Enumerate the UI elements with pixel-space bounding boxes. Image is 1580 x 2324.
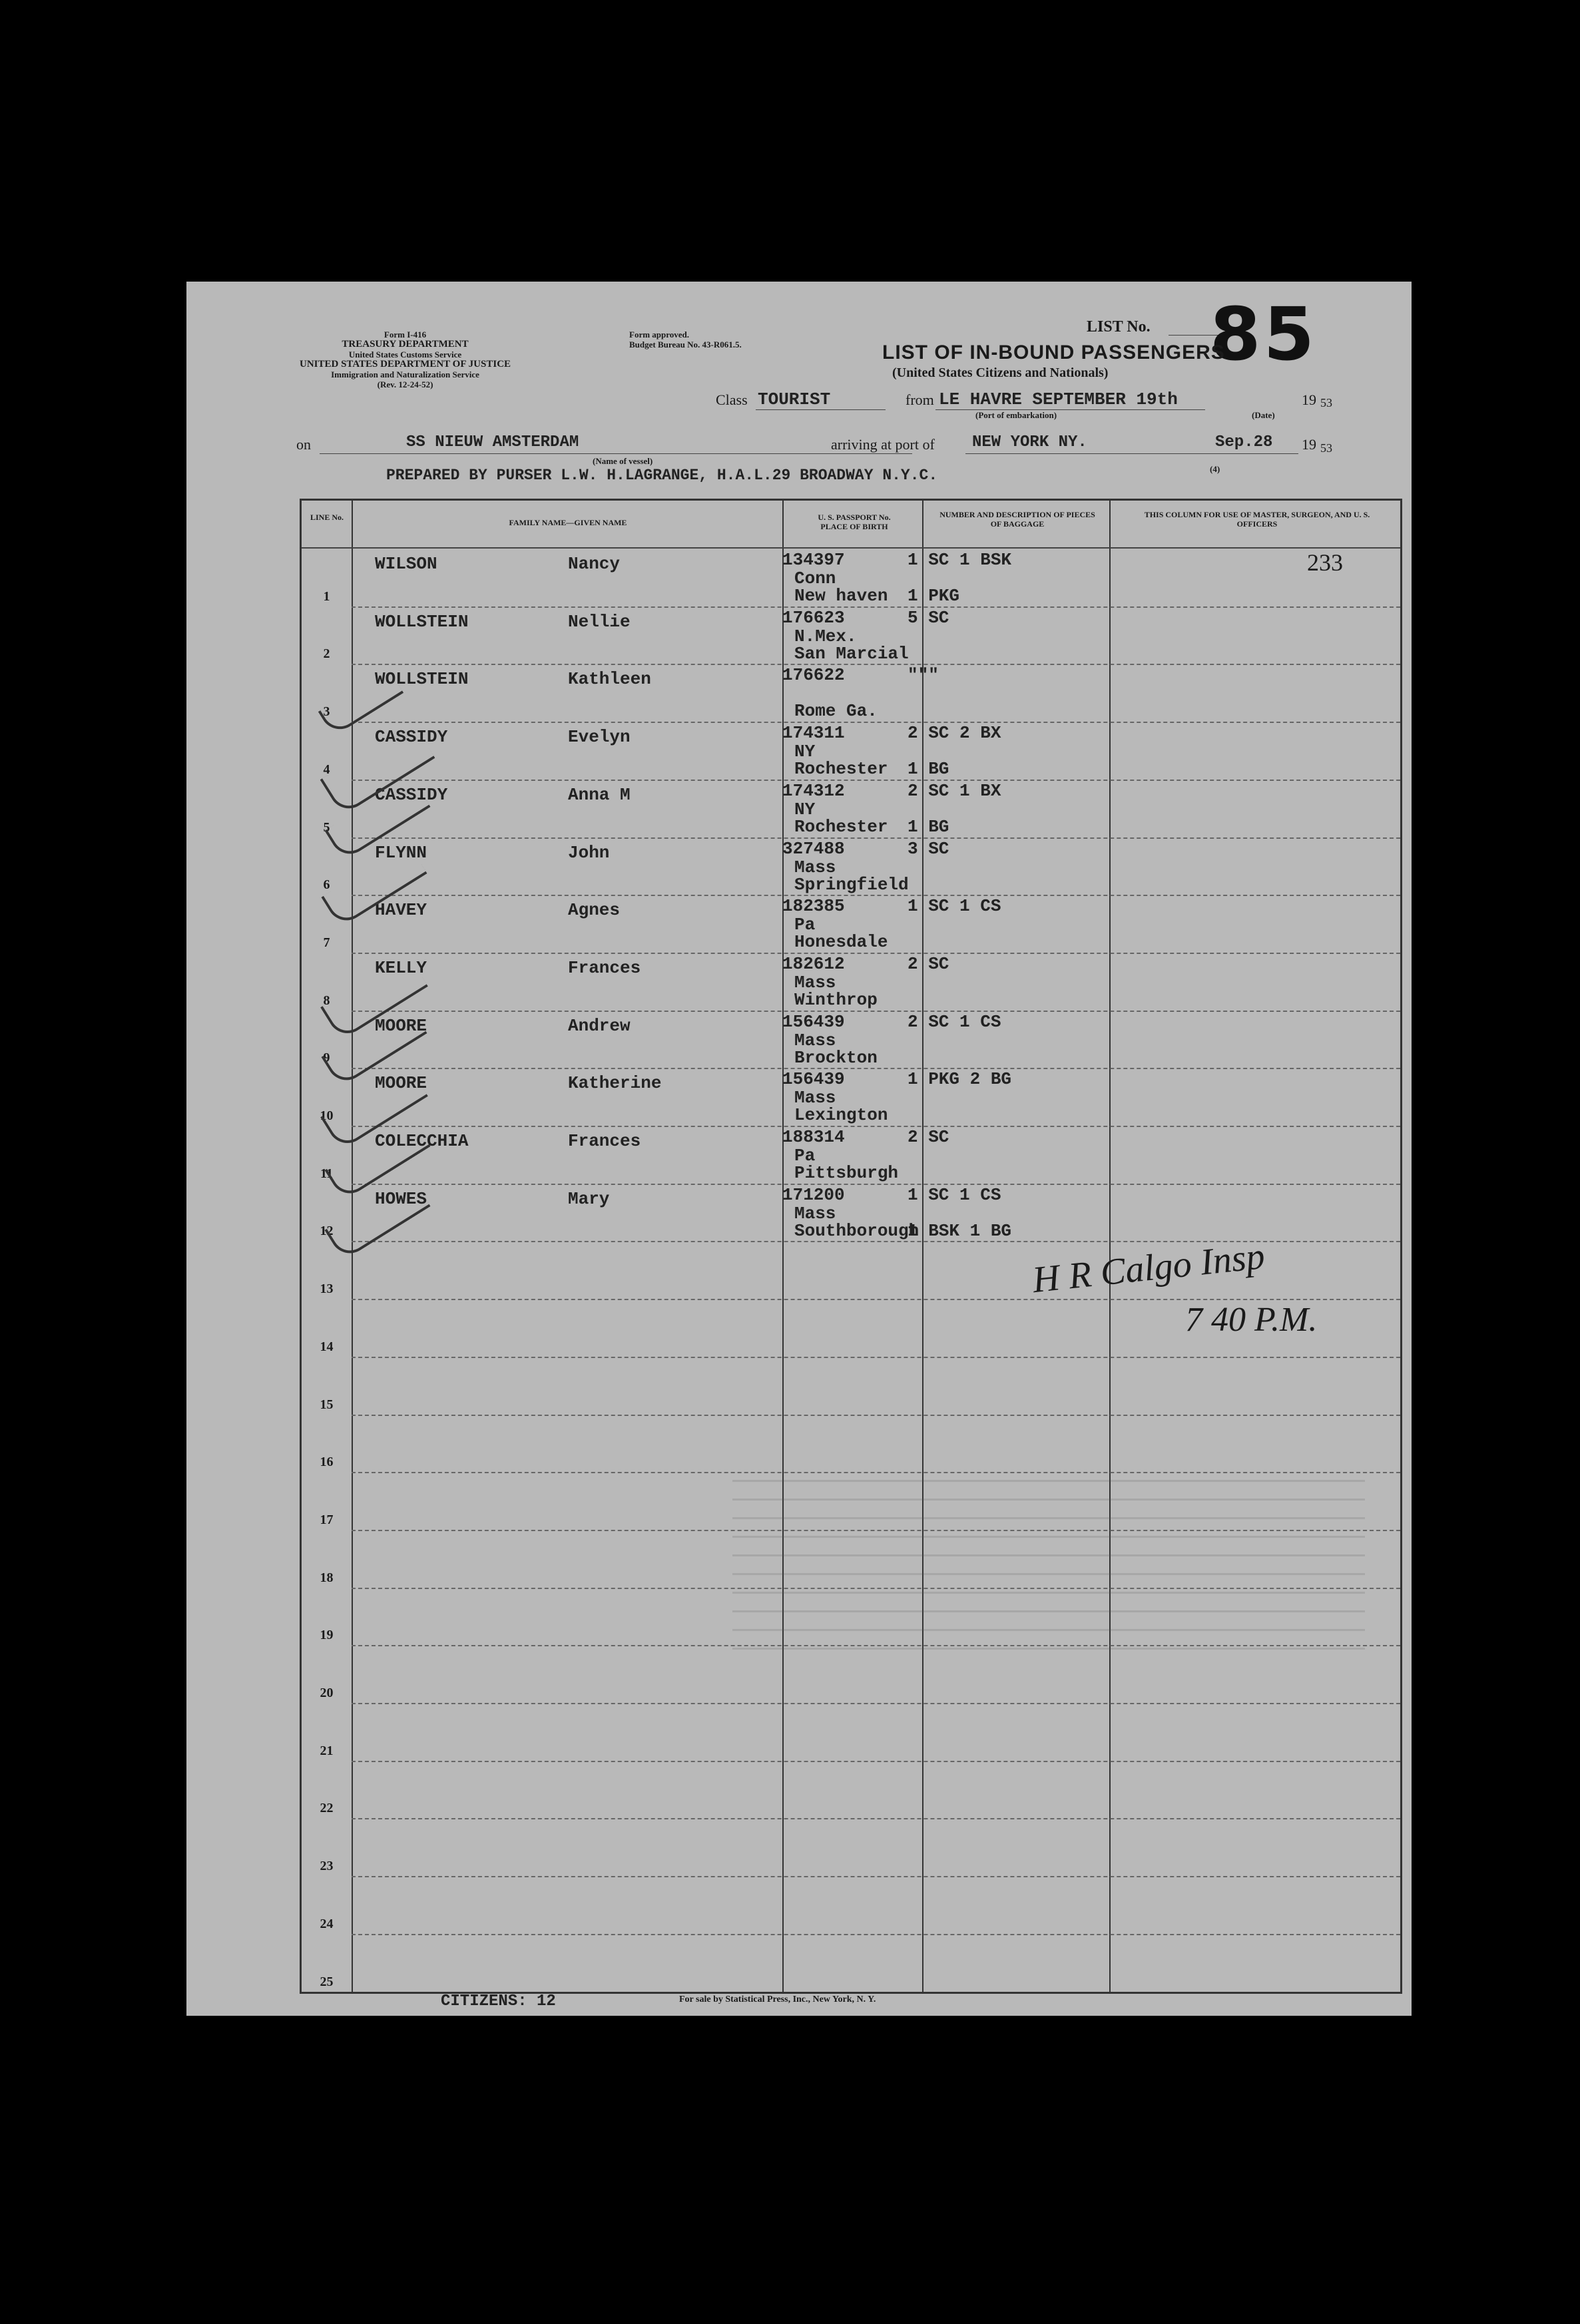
row-divider <box>352 1415 1400 1416</box>
row-divider <box>352 722 1400 723</box>
row-divider <box>352 1876 1400 1877</box>
baggage-line-1: 1 SC 1 BSK <box>908 550 1012 570</box>
passport-number: 134397 <box>782 550 845 570</box>
bleed-through <box>732 1480 1365 1653</box>
passenger-given-name: Frances <box>568 1131 641 1151</box>
baggage-line-1: 1 SC 1 CS <box>908 1184 1001 1205</box>
baggage-line-2: 1 BG <box>908 759 949 780</box>
line-number: 2 <box>323 646 330 662</box>
list-no-label: LIST No. <box>1087 318 1151 336</box>
baggage-line-1: 2 SC <box>908 953 949 974</box>
line-number: 12 <box>320 1224 334 1239</box>
baggage-line-2: 1 BSK 1 BG <box>908 1220 1012 1241</box>
birth-city: Pittsburgh <box>794 1163 899 1183</box>
row-divider <box>352 1703 1400 1704</box>
from-label: from <box>906 391 934 408</box>
passport-number: 174312 <box>782 780 845 801</box>
passenger-family-name: FLYNN <box>375 842 427 863</box>
passport-number: 174311 <box>782 723 845 744</box>
form-number: Form I-416 <box>384 330 427 340</box>
baggage-line-1: 2 SC 2 BX <box>908 723 1001 744</box>
passenger-family-name: KELLY <box>375 957 427 978</box>
document-title: LIST OF IN-BOUND PASSENGERS <box>882 342 1225 363</box>
line-number: 3 <box>323 704 330 720</box>
birth-state: Mass <box>794 1030 836 1050</box>
passport-number: 182385 <box>782 896 845 917</box>
birth-state: NY <box>794 799 816 819</box>
prepared-by: PREPARED BY PURSER L.W. H.LAGRANGE, H.A.L.29 BROADWAY N.Y.C. <box>386 467 938 484</box>
passport-number: 156439 <box>782 1069 845 1090</box>
birth-state: Mass <box>794 972 836 993</box>
line-number: 5 <box>323 819 330 835</box>
line-number: 4 <box>323 762 330 777</box>
immigration-service: Immigration and Naturalization Service <box>331 369 479 379</box>
from-year-prefix: 19 <box>1302 391 1316 408</box>
passenger-family-name: CASSIDY <box>375 727 448 748</box>
arriving-label: arriving at port of <box>831 436 935 453</box>
line-number: 6 <box>323 877 330 893</box>
birth-state: Mass <box>794 1088 836 1108</box>
line-number: 9 <box>323 1050 330 1066</box>
birth-city: Springfield <box>794 874 909 895</box>
inspection-time: 7 40 P.M. <box>1185 1301 1318 1339</box>
passport-number: 176623 <box>782 607 845 628</box>
printer-note: For sale by Statistical Press, Inc., New York, N. Y. <box>679 1994 876 2004</box>
passenger-family-name: WOLLSTEIN <box>375 611 469 632</box>
baggage-line-1: """ <box>908 665 939 686</box>
birth-state: Mass <box>794 857 836 877</box>
baggage-line-2: 1 BG <box>908 816 949 837</box>
caption-4: (4) <box>1210 464 1220 474</box>
arrival-date: Sep.28 <box>1215 433 1273 451</box>
row-divider <box>352 1761 1400 1762</box>
line-number: 23 <box>320 1859 334 1874</box>
passenger-family-name: WOLLSTEIN <box>375 669 469 690</box>
passenger-given-name: Mary <box>568 1188 610 1209</box>
line-number: 22 <box>320 1801 334 1816</box>
passport-number: 188314 <box>782 1127 845 1147</box>
line-number: 10 <box>320 1108 334 1123</box>
passenger-given-name: Nellie <box>568 611 631 632</box>
line-number: 15 <box>320 1397 334 1412</box>
row-divider <box>352 1126 1400 1127</box>
row-divider <box>352 1472 1400 1473</box>
passport-number: 182612 <box>782 953 845 974</box>
arrival-port: NEW YORK NY. <box>972 433 1087 451</box>
line-number: 16 <box>320 1455 334 1470</box>
line-number: 25 <box>320 1974 334 1989</box>
birth-city: Brockton <box>794 1047 878 1068</box>
birth-city: Honesdale <box>794 932 888 953</box>
baggage-line-1: 2 SC 1 BX <box>908 780 1001 801</box>
passenger-given-name: Nancy <box>568 554 621 574</box>
officer-note: 233 <box>1307 549 1343 576</box>
passenger-family-name: MOORE <box>375 1073 427 1094</box>
line-number: 20 <box>320 1686 334 1700</box>
birth-state: NY <box>794 742 816 762</box>
line-number: 24 <box>320 1916 334 1931</box>
birth-city: Winthrop <box>794 989 878 1010</box>
birth-city: Rome Ga. <box>794 701 878 722</box>
vessel-caption: (Name of vessel) <box>593 456 653 466</box>
from-value: LE HAVRE SEPTEMBER 19th <box>939 389 1178 409</box>
revision: (Rev. 12-24-52) <box>377 379 433 389</box>
row-divider <box>352 1184 1400 1185</box>
document-subtitle: (United States Citizens and Nationals) <box>892 365 1109 380</box>
line-number: 18 <box>320 1570 334 1585</box>
row-divider <box>352 1357 1400 1358</box>
col-header-line-no: LINE No. <box>310 513 344 522</box>
birth-city: Lexington <box>794 1105 888 1126</box>
birth-city: Southborough <box>794 1220 920 1241</box>
passenger-family-name: HAVEY <box>375 900 427 921</box>
port-caption: (Port of embarkation) <box>975 410 1057 420</box>
arrival-year: 53 <box>1320 441 1332 455</box>
row-divider <box>352 1068 1400 1069</box>
manifest-page <box>186 282 1412 2016</box>
class-label: Class <box>716 391 748 408</box>
class-value: TOURIST <box>758 389 831 409</box>
passenger-given-name: Frances <box>568 957 641 978</box>
passport-number: 176622 <box>782 665 845 686</box>
customs-service: United States Customs Service <box>348 349 462 359</box>
row-divider <box>352 837 1400 839</box>
line-number: 17 <box>320 1512 334 1527</box>
vessel-name: SS NIEUW AMSTERDAM <box>406 433 579 451</box>
passport-number: 156439 <box>782 1011 845 1032</box>
row-divider <box>352 1011 1400 1012</box>
department-justice: UNITED STATES DEPARTMENT OF JUSTICE <box>300 359 511 369</box>
baggage-line-1: 5 SC <box>908 607 949 628</box>
department-treasury: TREASURY DEPARTMENT <box>342 339 469 349</box>
passenger-family-name: COLECCHIA <box>375 1131 469 1151</box>
passenger-given-name: Kathleen <box>568 669 651 690</box>
line-number: 1 <box>323 588 330 604</box>
passenger-family-name: WILSON <box>375 554 437 574</box>
baggage-line-2: 1 PKG <box>908 586 960 606</box>
passenger-family-name: CASSIDY <box>375 784 448 805</box>
passenger-family-name: HOWES <box>375 1188 427 1209</box>
baggage-line-1: 2 SC 1 CS <box>908 1011 1001 1032</box>
passport-number: 171200 <box>782 1184 845 1205</box>
col-header-name: FAMILY NAME—GIVEN NAME <box>509 518 627 527</box>
baggage-line-1: 1 SC 1 CS <box>908 896 1001 917</box>
col-header-baggage: NUMBER AND DESCRIPTION OF PIECES OF BAGGAGE <box>939 510 1095 529</box>
passenger-given-name: Anna M <box>568 784 631 805</box>
line-number: 8 <box>323 993 330 1008</box>
arrival-year-prefix: 19 <box>1302 436 1316 453</box>
line-number: 7 <box>323 935 330 950</box>
on-label: on <box>296 436 311 453</box>
row-divider <box>352 606 1400 608</box>
passenger-given-name: Andrew <box>568 1015 631 1036</box>
birth-state: Conn <box>794 569 836 588</box>
line-number: 21 <box>320 1743 334 1758</box>
birth-state: Pa <box>794 915 816 935</box>
passport-number: 327488 <box>782 838 845 859</box>
row-divider <box>352 895 1400 896</box>
passenger-family-name: MOORE <box>375 1015 427 1036</box>
row-divider <box>352 664 1400 665</box>
row-divider <box>352 1818 1400 1819</box>
inspector-signature: H R Calgo Insp <box>1030 1235 1267 1301</box>
birth-state: Mass <box>794 1203 836 1224</box>
passenger-given-name: Katherine <box>568 1073 662 1094</box>
date-caption: (Date) <box>1252 410 1275 420</box>
birth-city: Rochester <box>794 759 888 780</box>
passenger-given-name: Agnes <box>568 900 621 921</box>
row-divider <box>352 1934 1400 1935</box>
baggage-line-1: 1 PKG 2 BG <box>908 1069 1012 1090</box>
line-number: 14 <box>320 1339 334 1354</box>
birth-city: Rochester <box>794 816 888 837</box>
col-header-officers: THIS COLUMN FOR USE OF MASTER, SURGEON, AND U. S. OFFICERS <box>1144 510 1370 529</box>
passenger-given-name: John <box>568 842 610 863</box>
row-divider <box>352 953 1400 954</box>
baggage-line-1: 2 SC <box>908 1127 949 1147</box>
budget-bureau: Budget Bureau No. 43-R061.5. <box>629 340 742 349</box>
passenger-given-name: Evelyn <box>568 727 631 748</box>
row-divider <box>352 780 1400 781</box>
birth-state: N.Mex. <box>794 626 857 646</box>
line-number: 11 <box>320 1166 333 1181</box>
baggage-line-1: 3 SC <box>908 838 949 859</box>
from-year: 53 <box>1320 396 1332 409</box>
citizens-count: CITIZENS: 12 <box>441 1992 556 2010</box>
birth-city: New haven <box>794 586 888 606</box>
line-number: 19 <box>320 1628 334 1643</box>
form-block <box>300 330 511 389</box>
form-approved: Form approved. <box>629 330 690 340</box>
line-number: 13 <box>320 1281 334 1297</box>
approval-block <box>629 330 742 349</box>
birth-state: Pa <box>794 1146 816 1166</box>
birth-city: San Marcial <box>794 643 909 664</box>
col-header-passport: U. S. PASSPORT No. PLACE OF BIRTH <box>818 513 891 531</box>
list-number: 85 <box>1210 292 1318 377</box>
